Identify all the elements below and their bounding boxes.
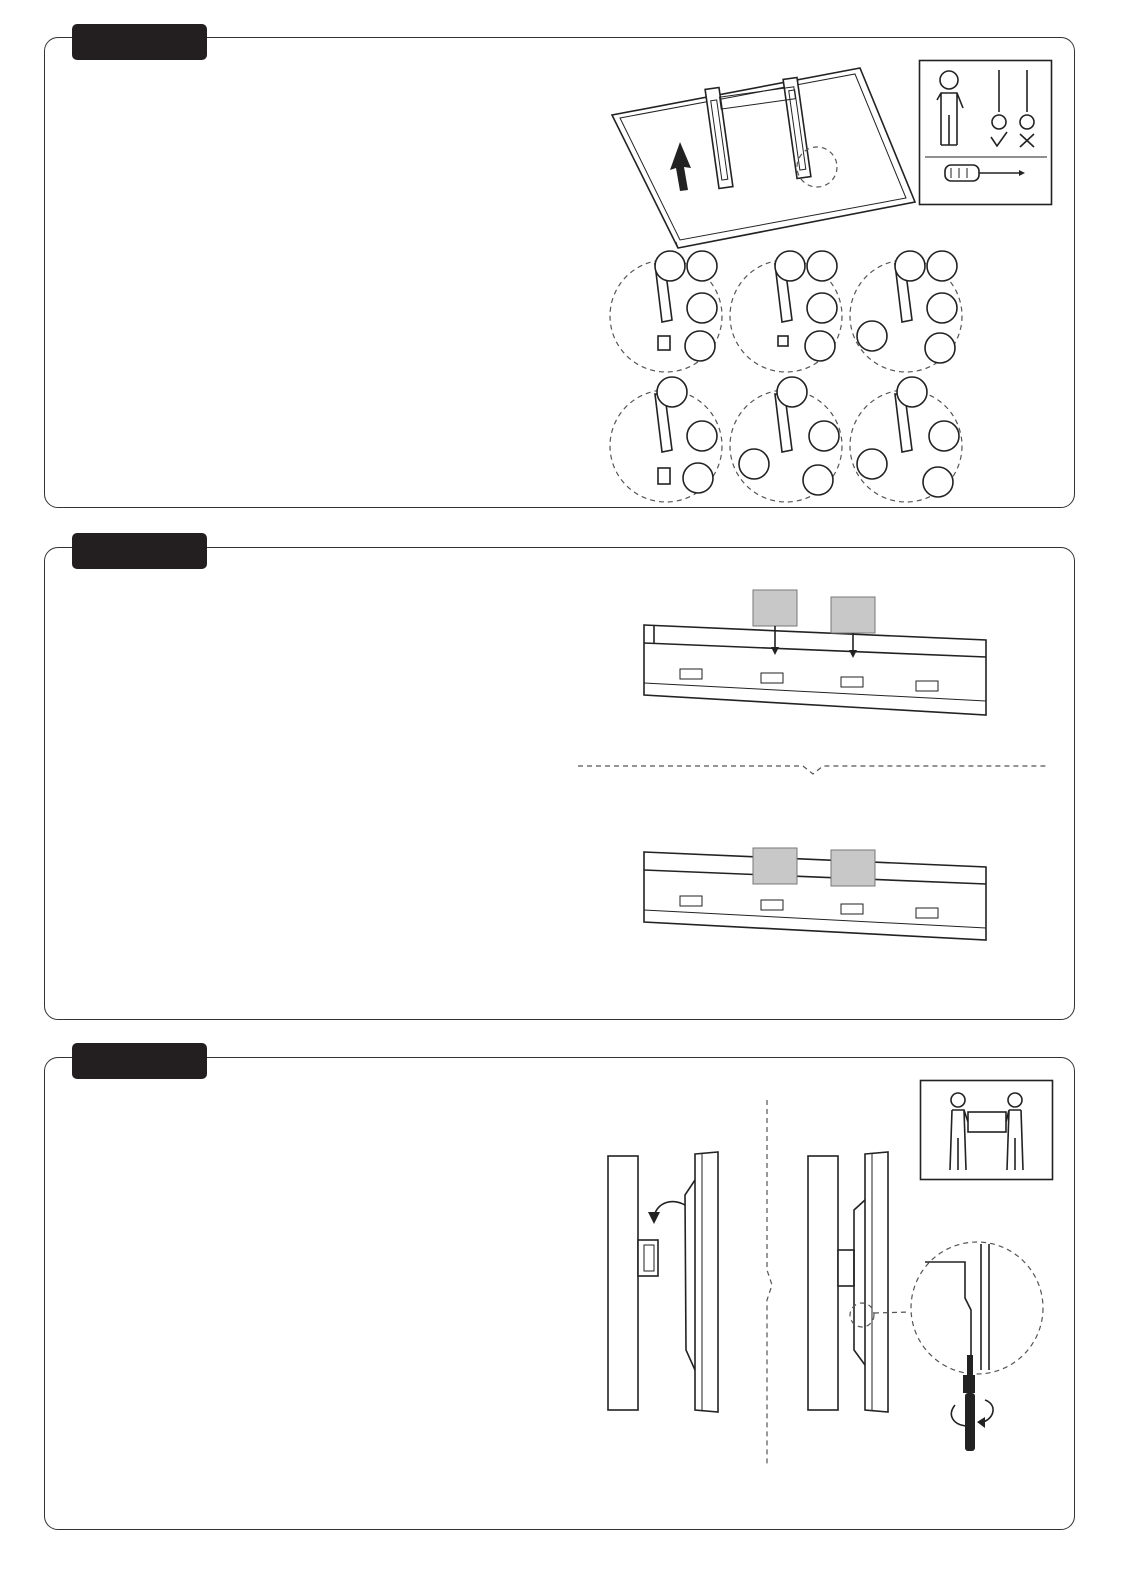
screw-options-grid [600, 248, 975, 506]
screw-option-detail-6 [850, 377, 962, 502]
screw-option-detail-1 [610, 251, 722, 372]
hang-tv-left-illustration [600, 1150, 730, 1415]
step-tab-3 [72, 1043, 207, 1079]
hang-tv-right-illustration [800, 1150, 910, 1415]
wall-plate-with-spacers-after [636, 840, 996, 955]
step-tab-1 [72, 24, 207, 60]
step-tab-2 [72, 533, 207, 569]
divider-vertical-dashed [760, 1100, 780, 1465]
screw-option-detail-3 [850, 251, 962, 372]
screw-option-detail-2 [730, 251, 842, 372]
bolt-tightening-detail [905, 1240, 1050, 1460]
wall-plate-with-spacers-before [636, 585, 996, 720]
screwdriver-icon [963, 1355, 975, 1451]
tv-back-with-brackets-illustration [600, 60, 930, 255]
screw-option-detail-5 [730, 377, 842, 502]
icon-box-tools [919, 60, 1052, 205]
screw-option-detail-4 [610, 377, 722, 502]
divider-dashed [578, 760, 1048, 780]
two-persons-lifting-icon-box [920, 1080, 1053, 1180]
